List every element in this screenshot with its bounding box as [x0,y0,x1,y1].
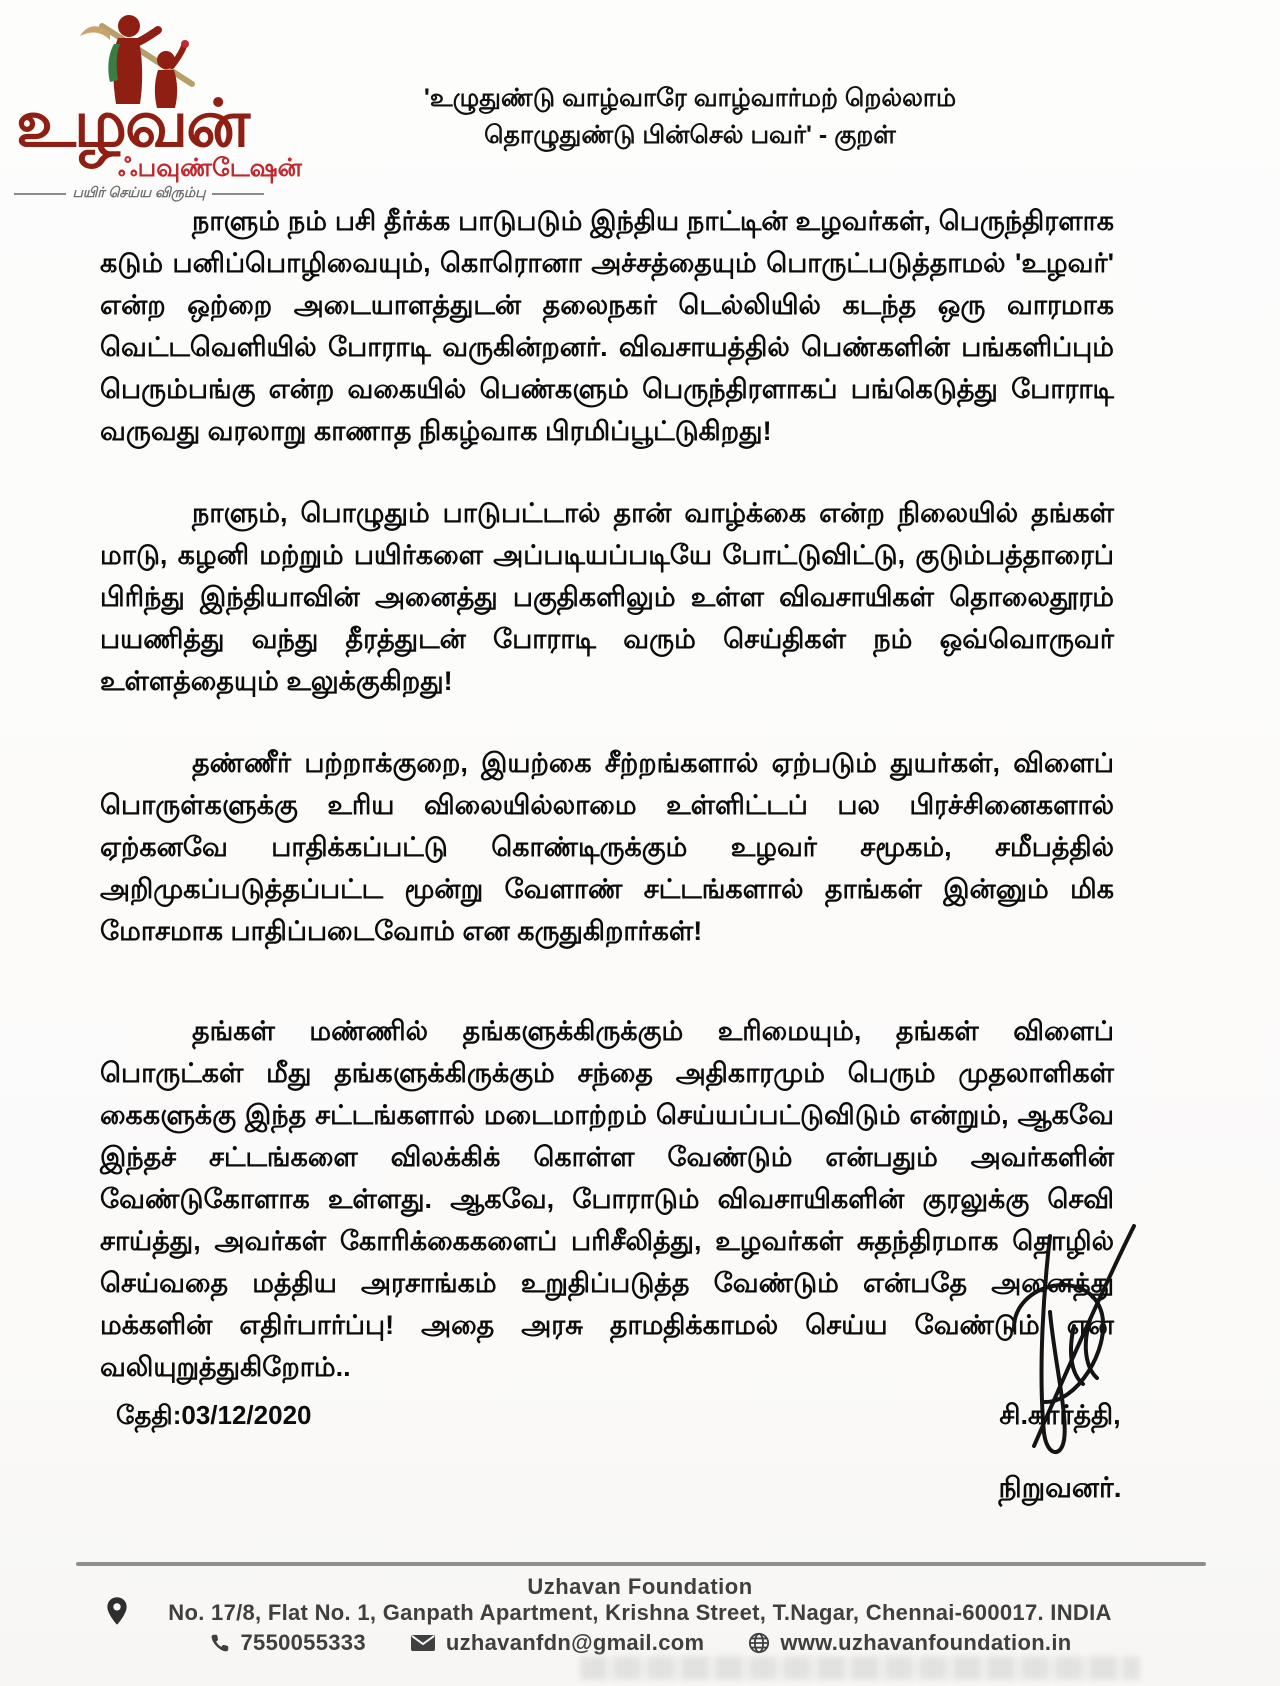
envelope-icon [410,1634,436,1652]
tagline-dash-right [212,193,264,195]
paragraph-3: தண்ணீர் பற்றாக்குறை, இயற்கை சீற்றங்களால் ஏற்படும் துயர்கள், விளைப் பொருள்களுக்கு உரிய விலையில்லாமை உள்ளிட்டப் பல பிரச்சினைகளால் ஏற்கனவே பாதிக்கப்பட்டு கொண்டிருக்கும் உழவர் சமூகம், சமீபத்தில் அறிமுகப்படுத்தப்பட்ட மூன்று வேளாண் சட்டங்களால் தாங்கள் இன்னும் மிக மோசமாக பாதிப்படைவோம் என கருதுகிறார்கள்! [100,748,1114,946]
footer-address: No. 17/8, Flat No. 1, Ganpath Apartment, Krishna Street, T.Nagar, Chennai-600017. INDIA [168,1600,1112,1625]
tagline-text: பயிர் செய்ய விரும்பு [72,184,206,200]
website-url: www.uzhavanfoundation.in [780,1630,1072,1655]
footer-contacts [0,1630,1280,1656]
logo-title: உழவன் [16,86,249,160]
footer-divider [76,1562,1206,1566]
bottom-watermark [580,1656,1140,1680]
kural-quote [360,80,1020,154]
letter-date: தேதி:03/12/2020 [116,1400,312,1430]
tagline-dash-left [14,193,66,195]
paragraph-1: நாளும் நம் பசி தீர்க்க பாடுபடும் இந்திய நாட்டின் உழவர்கள், பெருந்திரளாக கடும் பனிப்பொழிவையும், கொரொனா அச்சத்தையும் பொருட்படுத்தாமல் 'உழவர்' என்ற ஒற்றை அடையாளத்துடன் தலைநகர் டெல்லியில் கடந்த ஒரு வாரமாக வெட்டவெளியில் போராடி வருகின்றனர். விவசாயத்தில் பெண்களின் பங்களிப்பும் பெரும்பங்கு என்ற வகையில் பெண்களும் பெருந்திரளாகப் பங்கெடுத்து போராடி வருவது வரலாறு காணாத நிகழ்வாக பிரமிப்பூட்டுகிறது! [100,206,1114,446]
phone-number: 7550055333 [240,1630,366,1655]
website-contact [748,1630,1071,1656]
globe-icon [748,1632,770,1654]
email-address: uzhavanfdn@gmail.com [445,1630,705,1655]
phone-icon [209,1632,231,1654]
uzhavan-foundation-logo [14,6,302,200]
signatory-title: நிறுவனர். [998,1472,1122,1503]
paragraph-4: தங்கள் மண்ணில் தங்களுக்கிருக்கும் உரிமையும், தங்கள் விளைப் பொருட்கள் மீது தங்களுக்கிருக்கும் சந்தை அதிகாரமும் பெரும் முதலாளிகள் கைகளுக்கு இந்த சட்டங்களால் மடைமாற்றம் செய்யப்பட்டுவிடும் என்றும், ஆகவே இந்தச் சட்டங்களை விலக்கிக் கொள்ள வேண்டும் என்பதும் அவர்களின் வேண்டுகோளாக உள்ளது. ஆகவே, போராடும் விவசாயிகளின் குரலுக்கு செவி சாய்த்து, அவர்கள் கோரிக்கைகளைப் பரிசீலித்து, உழவர்கள் சுதந்திரமாக தொழில் செய்வதை மத்திய அரசாங்கம் உறுதிப்படுத்த வேண்டும் என்பதே அனைத்து மக்களின் எதிர்பார்ப்பு! அதை அரசு தாமதிக்காமல் செய்ய வேண்டும் என வலியுறுத்துகிறோம்.. [100,1016,1114,1382]
footer-org-name: Uzhavan Foundation [527,1574,753,1599]
logo-subtitle: ஃபவுண்டேஷன் [118,154,302,182]
phone-contact [209,1630,366,1656]
email-contact [410,1630,704,1656]
kural-line-1: 'உழுதுண்டு வாழ்வாரே வாழ்வார்மற் றெல்லாம் [423,84,957,112]
signatory-name: சி.கார்த்தி, [999,1400,1121,1430]
kural-line-2: தொழுதுண்டு பின்செல் பவர்' - குறள் [484,121,896,149]
paragraph-2: நாளும், பொழுதும் பாடுபட்டால் தான் வாழ்க்கை என்ற நிலையில் தங்கள் மாடு, கழனி மற்றும் பயிர்களை அப்படியப்படியே போட்டுவிட்டு, குடும்பத்தாரைப் பிரிந்து இந்தியாவின் அனைத்து பகுதிகளிலும் உள்ள விவசாயிகள் தொலைதூரம் பயணித்து வந்து தீரத்துடன் போராடி வரும் செய்திகள் நம் ஒவ்வொருவர் உள்ளத்தையும் உலுக்குகிறது! [100,498,1114,696]
